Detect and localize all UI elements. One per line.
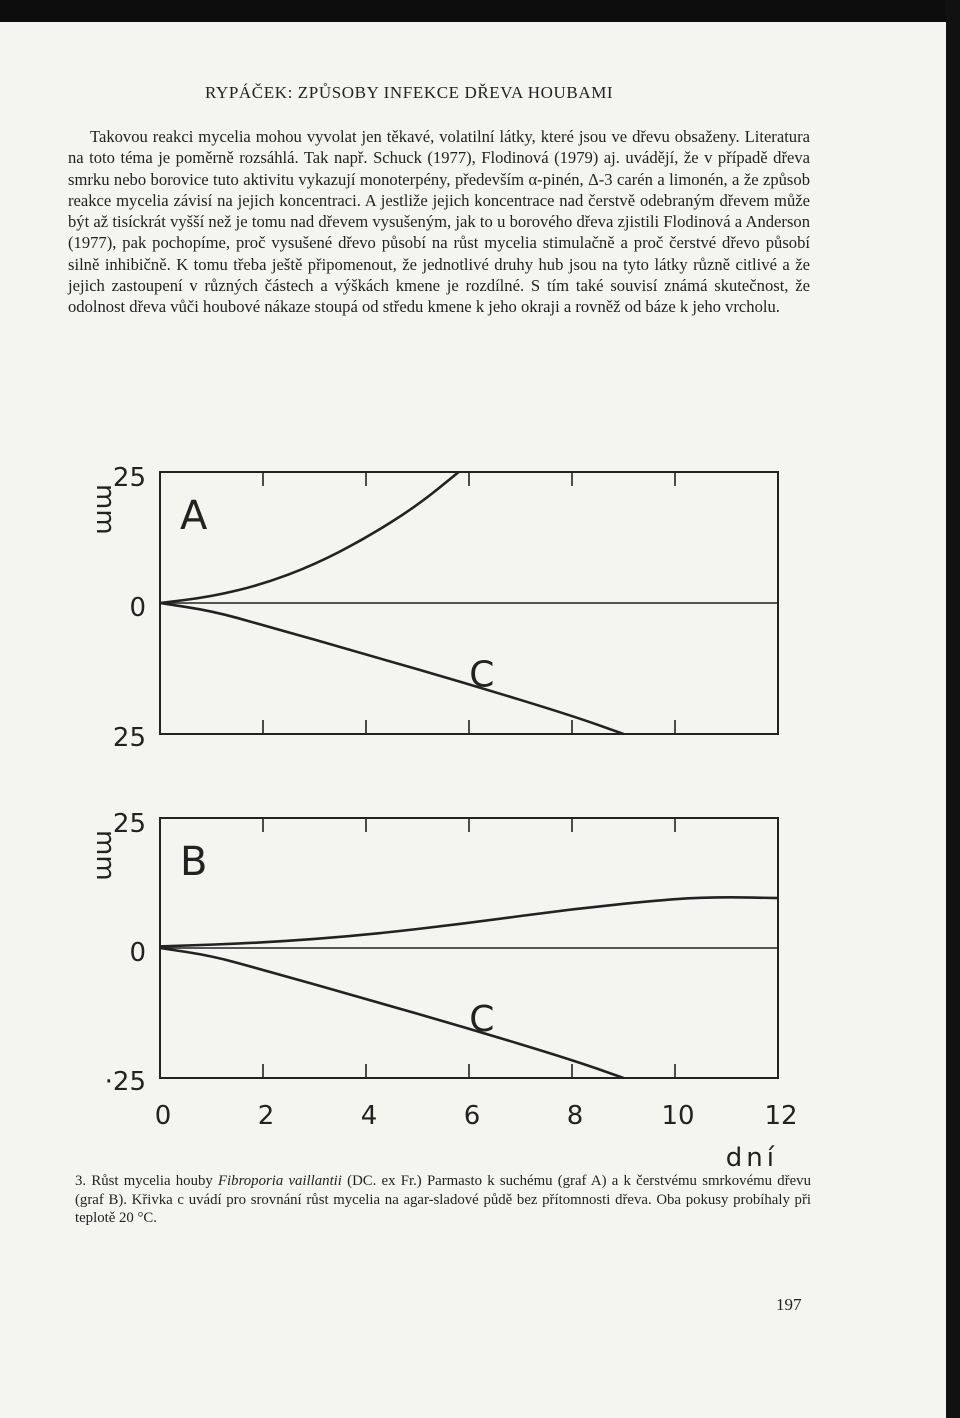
panel-label-b: B xyxy=(180,839,208,885)
y-tick-label: ·25 xyxy=(104,1067,146,1097)
figure-caption xyxy=(75,1172,811,1228)
y-axis-label: mm xyxy=(90,830,120,881)
y-tick-label: 25 xyxy=(112,809,146,839)
running-head: RYPÁČEK: ZPŮSOBY INFEKCE DŘEVA HOUBAMI xyxy=(205,83,614,102)
series-line-b xyxy=(160,897,778,946)
series-line-c xyxy=(160,603,624,734)
caption-text-after: (DC. ex Fr.) Parmasto k suchému (graf A) a k čerstvému smrkovému dřevu (graf B). Křivka c uvádí pro srovnání růst mycelia na agar-sladové půdě bez přítomnosti dřeva. Oba pokusy probíhaly při teplotě 20 °C. xyxy=(75,1173,811,1226)
curve-label-c: C xyxy=(469,999,495,1040)
x-tick-label: 0 xyxy=(154,1101,172,1131)
x-tick-label: 2 xyxy=(257,1101,275,1131)
x-tick-label: 6 xyxy=(463,1101,481,1131)
y-tick-label: 25 xyxy=(112,463,146,493)
caption-species: Fibroporia vaillantii xyxy=(218,1173,342,1189)
caption-text-before: Růst mycelia houby xyxy=(91,1173,213,1189)
y-tick-label: 0 xyxy=(129,938,146,968)
series-line-c xyxy=(160,948,624,1078)
panel-label-a: A xyxy=(180,493,208,539)
curve-label-c: C xyxy=(469,654,495,696)
body-paragraph: Takovou reakci mycelia mohou vyvolat jen těkavé, volatilní látky, které jsou ve dřevu obsaženy. Literatura na toto téma je poměrně rozsáhlá. Tak např. Schuck (1977), Flodinová (1979) aj. uvádějí, že v případě dřeva smrku nebo borovice tuto aktivitu vykazují monoterpény, především α-pinén, Δ-3 carén a limonén, a že způsob reakce mycelia závisí na jejich koncentraci. A jestliže jejich koncentrace nad čerstvě odebraným dřevem může být až tisíckrát vyšší než je tomu nad dřevem vysušeným, jak to u borového dřeva zjistili Flodinová a Anderson (1977), pak pochopíme, proč vysušené dřevo působí na růst mycelia stimulačně a proč čerstvé dřevo působí silně inhibičně. K tomu třeba ještě připomenout, že jednotlivé druhy hub jsou na tyto látky různě citlivé a že jejich zastoupení v různých částech a výškách kmene je rozdílné. S tím také souvisí známá skutečnost, že odolnost dřeva vůči houbové nákaze stoupá od středu kmene k jeho okraji a rovněž od báze k jeho vrcholu. xyxy=(68,127,810,317)
y-tick-label: 0 xyxy=(129,593,146,623)
y-axis-label: mm xyxy=(90,484,120,535)
x-axis-label: dní xyxy=(725,1143,778,1173)
chart-panel-b xyxy=(90,809,798,1173)
y-tick-label: 25 xyxy=(112,723,146,753)
page-number: 197 xyxy=(776,1295,802,1314)
x-tick-label: 12 xyxy=(764,1101,798,1131)
x-tick-label: 10 xyxy=(661,1101,695,1131)
x-tick-label: 4 xyxy=(360,1101,378,1131)
x-tick-label: 8 xyxy=(566,1101,584,1131)
chart-panel-a xyxy=(90,463,778,753)
caption-number: 3. xyxy=(75,1173,87,1189)
